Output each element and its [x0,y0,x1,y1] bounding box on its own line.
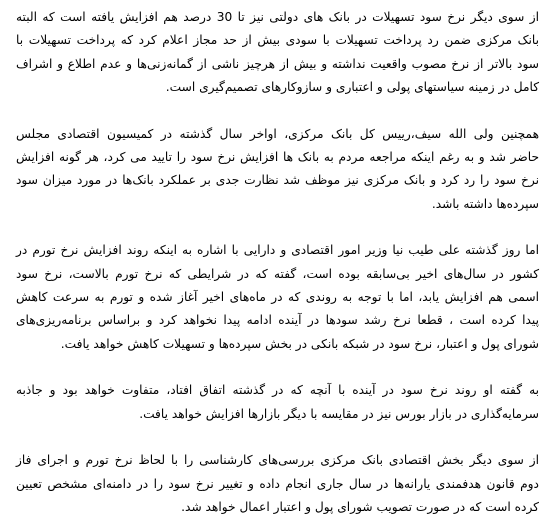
paragraph-2 [16,123,539,217]
text-line: نرخ سود را رد کرد و بانک مرکزی نیز موظف شد نظارت جدی بر عملکرد بانک‌ها در مورد میزان سود [16,173,539,188]
text-line: اسمی هم افزایش یابد، اما با توجه به روندی که در ماه‌های اخیر آغاز شده و تورم به سرعت کاهش [16,290,539,305]
text-line: کشور در سال‌های اخیر بی‌سابقه بوده است، گفته که در شرایطی که نرخ تورم بالاست، نرخ سود [16,266,539,281]
text-line: سود بالاتر از نرخ مصوب واقعیت نداشته و بیش از هرچیز ناشی از گمانه‌زنی‌ها و عدم اطلاع و اشراف [16,56,539,71]
text-line: کرده است که در صورت تصویب شورای پول و اعتبار اعمال خواهد شد. [181,499,539,514]
text-line: کامل در زمینه سیاستهای پولی و اعتباری و سازوکارهای تصمیم‌گیری است. [165,80,539,95]
text-line: حاضر شد و به رغم اینکه مراجعه مردم به بانک ها افزایش نرخ سود را تایید می کرد، هر گونه افزایش [16,150,539,165]
text-line: اما روز گذشته علی طیب نیا وزیر امور اقتصادی و دارایی با اشاره به اینکه روند افزایش نرخ تورم در [16,243,539,258]
paragraph-5 [16,449,539,519]
text-line: بانک مرکزی ضمن رد پرداخت تسهیلات با سودی بیش از حد مجاز اعلام کرد که پرداخت تسهیلات با [16,33,539,48]
text-line: همچنین ولی الله سیف،رییس کل بانک مرکزی، اواخر سال گذشته در کمیسیون اقتصادی مجلس [16,126,539,141]
paragraph-3 [16,239,539,356]
text-line: سپرده‌ها داشته باشد. [431,196,539,211]
text-line: پیدا کرده است ، قطعا نرخ رشد سودها در آینده ادامه پیدا نخواهد کرد و براساس برنامه‌ریزی‌های [16,313,539,328]
text-line: از سوی دیگر بخش اقتصادی بانک مرکزی بررسی‌های کارشناسی را با لحاظ نرخ تورم و اجرای فاز [16,453,539,468]
text-line: از سوی دیگر نرخ سود تسهیلات در بانک های دولتی نیز تا 30 درصد هم افزایش یافته است که البته [16,10,539,24]
paragraph-4 [16,379,539,426]
text-line: به گفته او روند نرخ سود در آینده با آنچه که در گذشته اتفاق افتاد، متفاوت خواهد بود و جاذبه [16,383,539,398]
text-line: دوم قانون هدفمندی یارانه‌ها در سال جاری انجام داده و تغییر نرخ سود را در دامنه‌ای مشخص تعیین [16,476,539,491]
paragraph-1 [16,6,539,100]
text-line: سرمایه‌گذاری در بازار بورس نیز در مقایسه با دیگر بازارها افزایش خواهد یافت. [139,406,539,421]
text-line: شورای پول و اعتبار، نرخ سود در شبکه بانکی در بخش سپرده‌ها و تسهیلات کاهش خواهد یافت. [60,336,539,351]
